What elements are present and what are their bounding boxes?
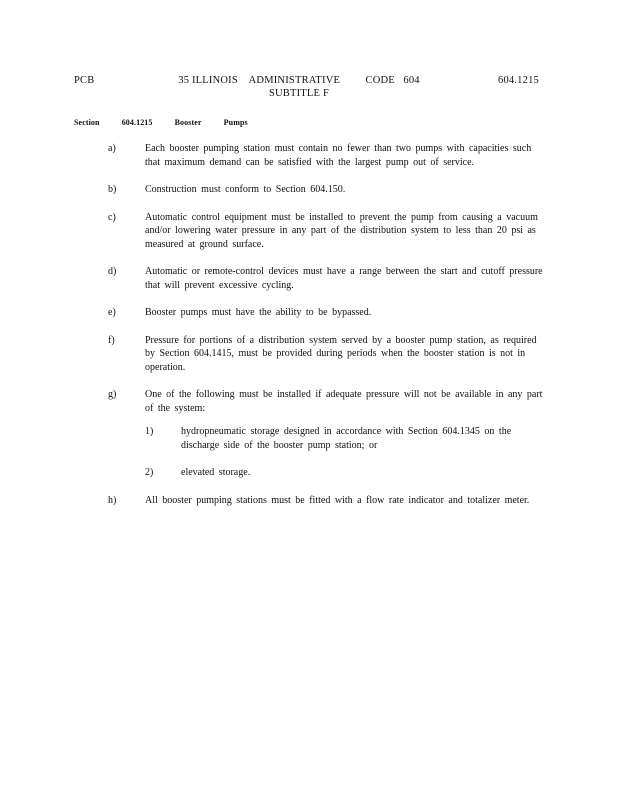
item-text: Pressure for portions of a distribution system served by a booster pump station, as required by Section 604.1415, must be provided during periods when the booster station is not in operation. — [145, 334, 537, 373]
header-center-line1: 35 ILLINOIS ADMINISTRATIVE CODE 604 — [178, 75, 420, 86]
item-label: f) — [108, 334, 115, 346]
item-text: Automatic control equipment must be installed to prevent the pump from causing a vacuum and/or lowering water pressure in any part of the distribution system to less than 20 psi as measured at ground surface. — [145, 211, 538, 250]
list-item — [108, 334, 548, 375]
list-item — [108, 494, 548, 508]
item-label: g) — [108, 389, 117, 400]
header-right: 604.1215 — [498, 75, 539, 86]
section-title-word2: Pumps — [223, 118, 248, 127]
item-label: e) — [108, 307, 116, 318]
list-item — [108, 265, 548, 292]
item-text: Automatic or remote-control devices must have a range between the start and cutoff pressure that will prevent excessive cycling. — [145, 266, 543, 291]
header-center — [174, 74, 424, 100]
item-list — [108, 142, 548, 521]
item-label: c) — [108, 211, 116, 223]
section-heading — [74, 118, 268, 127]
sub-item-label: 1) — [145, 426, 154, 437]
sub-list-item — [145, 425, 548, 452]
item-label: b) — [108, 184, 117, 195]
list-item — [108, 306, 548, 320]
sub-item-label: 2) — [145, 467, 154, 478]
item-text: All booster pumping stations must be fitted with a flow rate indicator and totalizer meter. — [145, 494, 530, 506]
item-text: Booster pumps must have the ability to be bypassed. — [145, 307, 372, 318]
header-left: PCB — [74, 75, 95, 86]
section-title-word1: Booster — [174, 118, 202, 127]
item-text: Each booster pumping station must contain no fewer than two pumps with capacities such that maximum demand can be satisfied with the largest pump out of service. — [145, 143, 532, 168]
list-item — [108, 388, 548, 415]
sub-item-text: elevated storage. — [181, 467, 251, 478]
list-item — [108, 142, 548, 169]
sub-item-text: hydropneumatic storage designed in accordance with Section 604.1345 on the discharge side of the booster pump station; or — [181, 426, 512, 451]
sub-item-list — [108, 425, 548, 480]
list-item — [108, 211, 548, 252]
header-center-line2: SUBTITLE F — [268, 88, 330, 99]
item-label: h) — [108, 494, 117, 506]
item-label: a) — [108, 143, 116, 154]
section-label: Section — [74, 118, 100, 127]
item-text: One of the following must be installed if adequate pressure will not be available in any part of the system: — [145, 389, 543, 414]
sub-list-item — [145, 466, 548, 480]
list-item — [108, 183, 548, 197]
item-label: d) — [108, 266, 117, 277]
item-text: Construction must conform to Section 604.150. — [145, 184, 346, 195]
section-number: 604.1215 — [121, 118, 153, 127]
